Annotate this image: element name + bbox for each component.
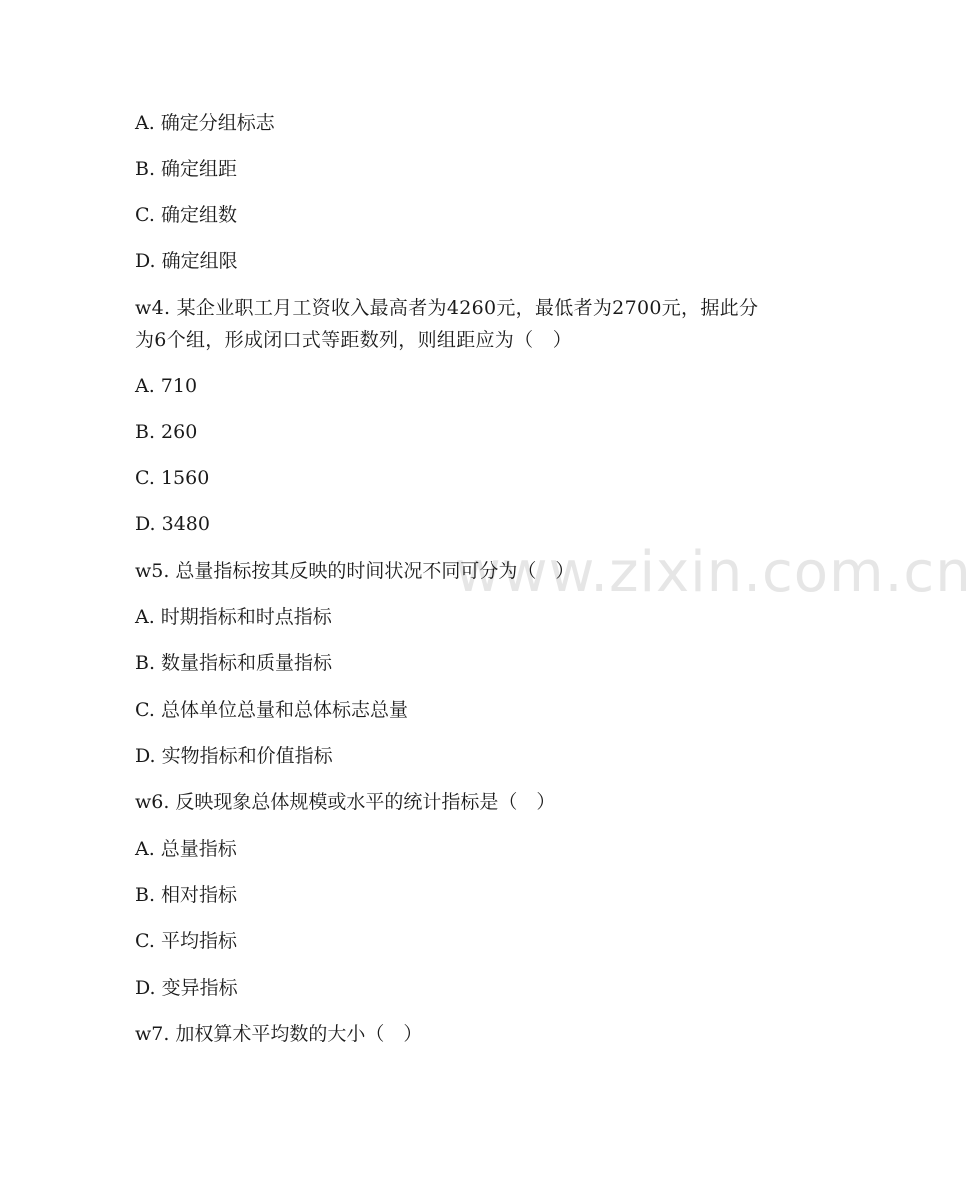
question-w7: w7. 加权算术平均数的大小（ ） [135, 1023, 423, 1045]
option-c-w6: C. 平均指标 [135, 930, 237, 952]
option-d-q3: D. 确定组限 [135, 250, 238, 272]
option-b-w5: B. 数量指标和质量指标 [135, 652, 333, 674]
option-b-w4: B. 260 [135, 421, 198, 443]
option-a-w4: A. 710 [135, 375, 198, 397]
option-c-w5: C. 总体单位总量和总体标志总量 [135, 699, 408, 721]
option-d-w4: D. 3480 [135, 513, 210, 535]
option-d-w6: D. 变异指标 [135, 977, 238, 999]
watermark: www.zixin.com.cn [455, 540, 972, 605]
option-a-q3: A. 确定分组标志 [135, 112, 275, 134]
option-a-w5: A. 时期指标和时点指标 [135, 606, 332, 628]
question-w4: w4. 某企业职工月工资收入最高者为4260元，最低者为2700元，据此分为6个组，形成闭口式等距数列，则组距应为（ ） [135, 297, 759, 351]
option-d-w5: D. 实物指标和价值指标 [135, 745, 333, 767]
option-c-q3: C. 确定组数 [135, 204, 237, 226]
option-a-w6: A. 总量指标 [135, 838, 237, 860]
option-b-q3: B. 确定组距 [135, 158, 238, 180]
question-w6: w6. 反映现象总体规模或水平的统计指标是（ ） [135, 791, 556, 813]
option-b-w6: B. 相对指标 [135, 884, 238, 906]
option-c-w4: C. 1560 [135, 467, 210, 489]
question-w5: w5. 总量指标按其反映的时间状况不同可分为（ ） [135, 560, 575, 582]
